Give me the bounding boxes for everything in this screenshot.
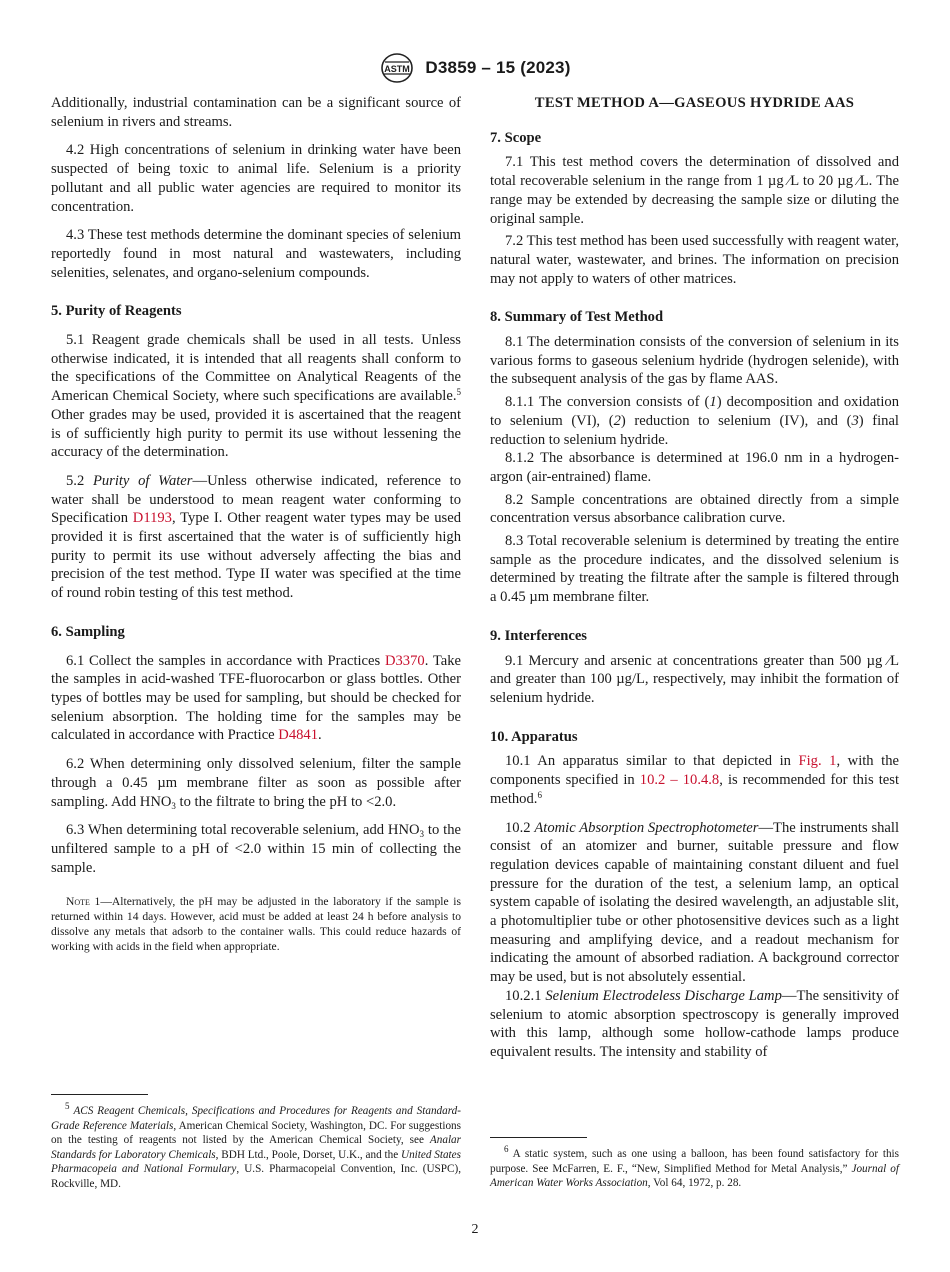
note-1: Note 1—Alternatively, the pH may be adjusted in the laboratory if the sample is returned within 14 days. However, acid must be added at least 24 h before analysis to dissolve any metals that adsorb to the container walls. This could reduce hazards of working with acids in the field when appropriate.: [51, 895, 461, 953]
footnote-rule-left: [51, 1094, 148, 1095]
section-8-heading: 8. Summary of Test Method: [490, 309, 664, 326]
footnote-6: $^6$ A static system, such as one using a balloon, has been found satisfactory for this purpose. See McFarren, E. F., “New, Simplified Method for Metal Analysis,” Journal of American Water Works Association, Vol 64, 1972, p. 28.: [490, 1144, 899, 1190]
paragraph-8-2: 8.2 Sample concentrations are obtained directly from a simple concentration versus absorbance calibration curve.: [490, 491, 899, 527]
paragraph-8-1-2: 8.1.2 The absorbance is determined at 196.0 nm in a hydrogen-argon (air-entrained) flame.: [490, 450, 899, 485]
page-header: [0, 52, 950, 86]
paragraph-4-1-continued: Additionally, industrial contamination can be a significant source of selenium in rivers and streams.: [51, 95, 461, 130]
right-column: [490, 94, 899, 1062]
paragraph-5-1: 5.1 Reagent grade chemicals shall be used in all tests. Unless otherwise indicated, it is intended that all reagents shall conform to the specifications of the Committee on Analytical Reagents of the American Chemical Society, where such specifications are available.$^5$ Other grades may be used, provided it is ascertained that the reagent is of sufficiently high purity to permit its use without lessening the accuracy of the determination.: [51, 332, 461, 461]
paragraph-10-2: 10.2 Atomic Absorption Spectrophotometer—The instruments shall consist of an atomizer and burner, suitable pressure and flow regulation devices capable of maintaining constant diluent and fuel pressure for the duration of the test, a selenium lamp, an optical system capable of isolating the desired wavelength, an adjustable slit, a photomultiplier tube or other photosensitive devices such as a light measuring and amplifying device, and a readout mechanism for indicating the amount of absorbed radiation. A background corrector may be used, but is not absolutely essential.: [490, 819, 900, 986]
page-number: 2: [471, 1222, 479, 1237]
paragraph-8-3: 8.3 Total recoverable selenium is determined by treating the entire sample as the procedure indicates, and the dissolved selenium is determined by treating the filtrate after the sample is filtered through a 0.45 µm membrane filter.: [490, 533, 899, 606]
paragraph-8-1-1: 8.1.1 The conversion consists of (1) decomposition and oxidation to selenium (VI), (2) reduction to selenium (IV), and (3) final reduction to selenium hydride.: [490, 394, 900, 448]
paragraph-5-2: 5.2 Purity of Water—Unless otherwise indicated, reference to water shall be understood to mean reagent water conforming to Specification D1193, Type I. Other reagent water types may be used provided it is first ascertained that the water is of sufficiently high purity to permit its use without adversely affecting the bias and precision of the test method. Type II water was specified at the time of round robin testing of this test method.: [51, 472, 462, 602]
paragraph-9-1: 9.1 Mercury and arsenic at concentrations greater than 500 µg ⁄L and greater than 100 µg/L, respectively, may inhibit the formation of selenium hydride.: [490, 652, 899, 706]
section-7-heading: 7. Scope: [490, 129, 542, 146]
section-6-heading: 6. Sampling: [51, 623, 125, 640]
link-fig-1[interactable]: Fig. 1: [798, 753, 837, 770]
footnote-5: $^5$ ACS Reagent Chemicals, Specifications and Procedures for Reagents and Standard-Grade Reference Materials, American Chemical Society, Washington, DC. For suggestions on the testing of reagents not listed by the American Chemical Society, see Analar Standards for Laboratory Chemicals, BDH Ltd., Poole, Dorset, U.K., and the United States Pharmacopeia and National Formulary, U.S. Pharmacopeial Convention, Inc. (USPC), Rockville, MD.: [51, 1101, 461, 1190]
paragraph-10-1: 10.1 An apparatus similar to that depicted in Fig. 1, with the components specified in 10.2 – 10.4.8, is recommended for this test method.$^6$: [490, 753, 899, 807]
svg-text:ASTM: ASTM: [384, 64, 411, 74]
footnote-5-ref[interactable]: 5: [456, 387, 461, 398]
method-a-title: TEST METHOD A—GASEOUS HYDRIDE AAS: [534, 95, 855, 111]
document-designation: D3859 – 15 (2023): [425, 58, 571, 77]
paragraph-8-1: 8.1 The determination consists of the conversion of selenium in its various forms to gaseous selenium hydride (hydrogen selenide), with the subsequent analysis of the gas by flame AAS.: [490, 334, 899, 388]
paragraph-10-2-1: 10.2.1 Selenium Electrodeless Discharge Lamp—The sensitivity of selenium to atomic absorption spectroscopy is generally improved with this lamp, although some hollow-cathode lamps produce equivalent results. The intensity and stability of: [490, 987, 899, 1060]
link-d3370[interactable]: D3370: [384, 652, 425, 669]
paragraph-6-3: 6.3 When determining total recoverable selenium, add $HNO_3$ to the unfiltered sample to a pH of <2.0 within 15 min of collecting the sample.: [51, 822, 461, 876]
link-d1193[interactable]: D1193: [132, 510, 172, 527]
section-10-heading: 10. Apparatus: [490, 728, 578, 745]
paragraph-6-1: 6.1 Collect the samples in accordance with Practices D3370. Take the samples in acid-washed TFE-fluorocarbon or glass bottles. Other types of bottles may be used for sampling, but should be checked for selenium absorption. The holding time for the samples may be calculated in accordance with Practice D4841.: [51, 652, 462, 744]
paragraph-6-2: 6.2 When determining only dissolved selenium, filter the sample through a 0.45 µm membrane filter as soon as possible after sampling. Add $HNO_3$ to the filtrate to bring the pH to <2.0.: [51, 756, 461, 811]
paragraph-4-3: 4.3 These test methods determine the dominant species of selenium reportedly found in most natural and wastewaters, including selenities, selenates, and organo-selenium compounds.: [51, 227, 461, 281]
link-d4841[interactable]: D4841: [278, 727, 319, 744]
footnote-rule-right: [490, 1137, 587, 1138]
astm-logo-icon: [379, 52, 415, 84]
section-5-heading: 5. Purity of Reagents: [51, 303, 182, 320]
paragraph-4-2: 4.2 High concentrations of selenium in drinking water have been suspected of being toxic to animal life. Selenium is a priority pollutant and all public water agencies are required to monitor its concentration.: [51, 142, 461, 215]
paragraph-7-1: 7.1 This test method covers the determination of dissolved and total recoverable selenium in the range from 1 µg ⁄L to 20 µg ⁄L. The range may be extended by decreasing the sample size or diluting the original sample.: [490, 154, 899, 227]
section-9-heading: 9. Interferences: [490, 627, 587, 644]
footnote-6-ref[interactable]: 6: [537, 789, 542, 800]
left-column: [51, 94, 461, 955]
note-label: Note 1: [66, 895, 101, 909]
paragraph-7-2: 7.2 This test method has been used successfully with reagent water, natural water, wastewater, and brines. The information on precision may not apply to waters of other matrices.: [490, 233, 899, 287]
link-section-range[interactable]: 10.2 – 10.4.8: [639, 772, 720, 789]
